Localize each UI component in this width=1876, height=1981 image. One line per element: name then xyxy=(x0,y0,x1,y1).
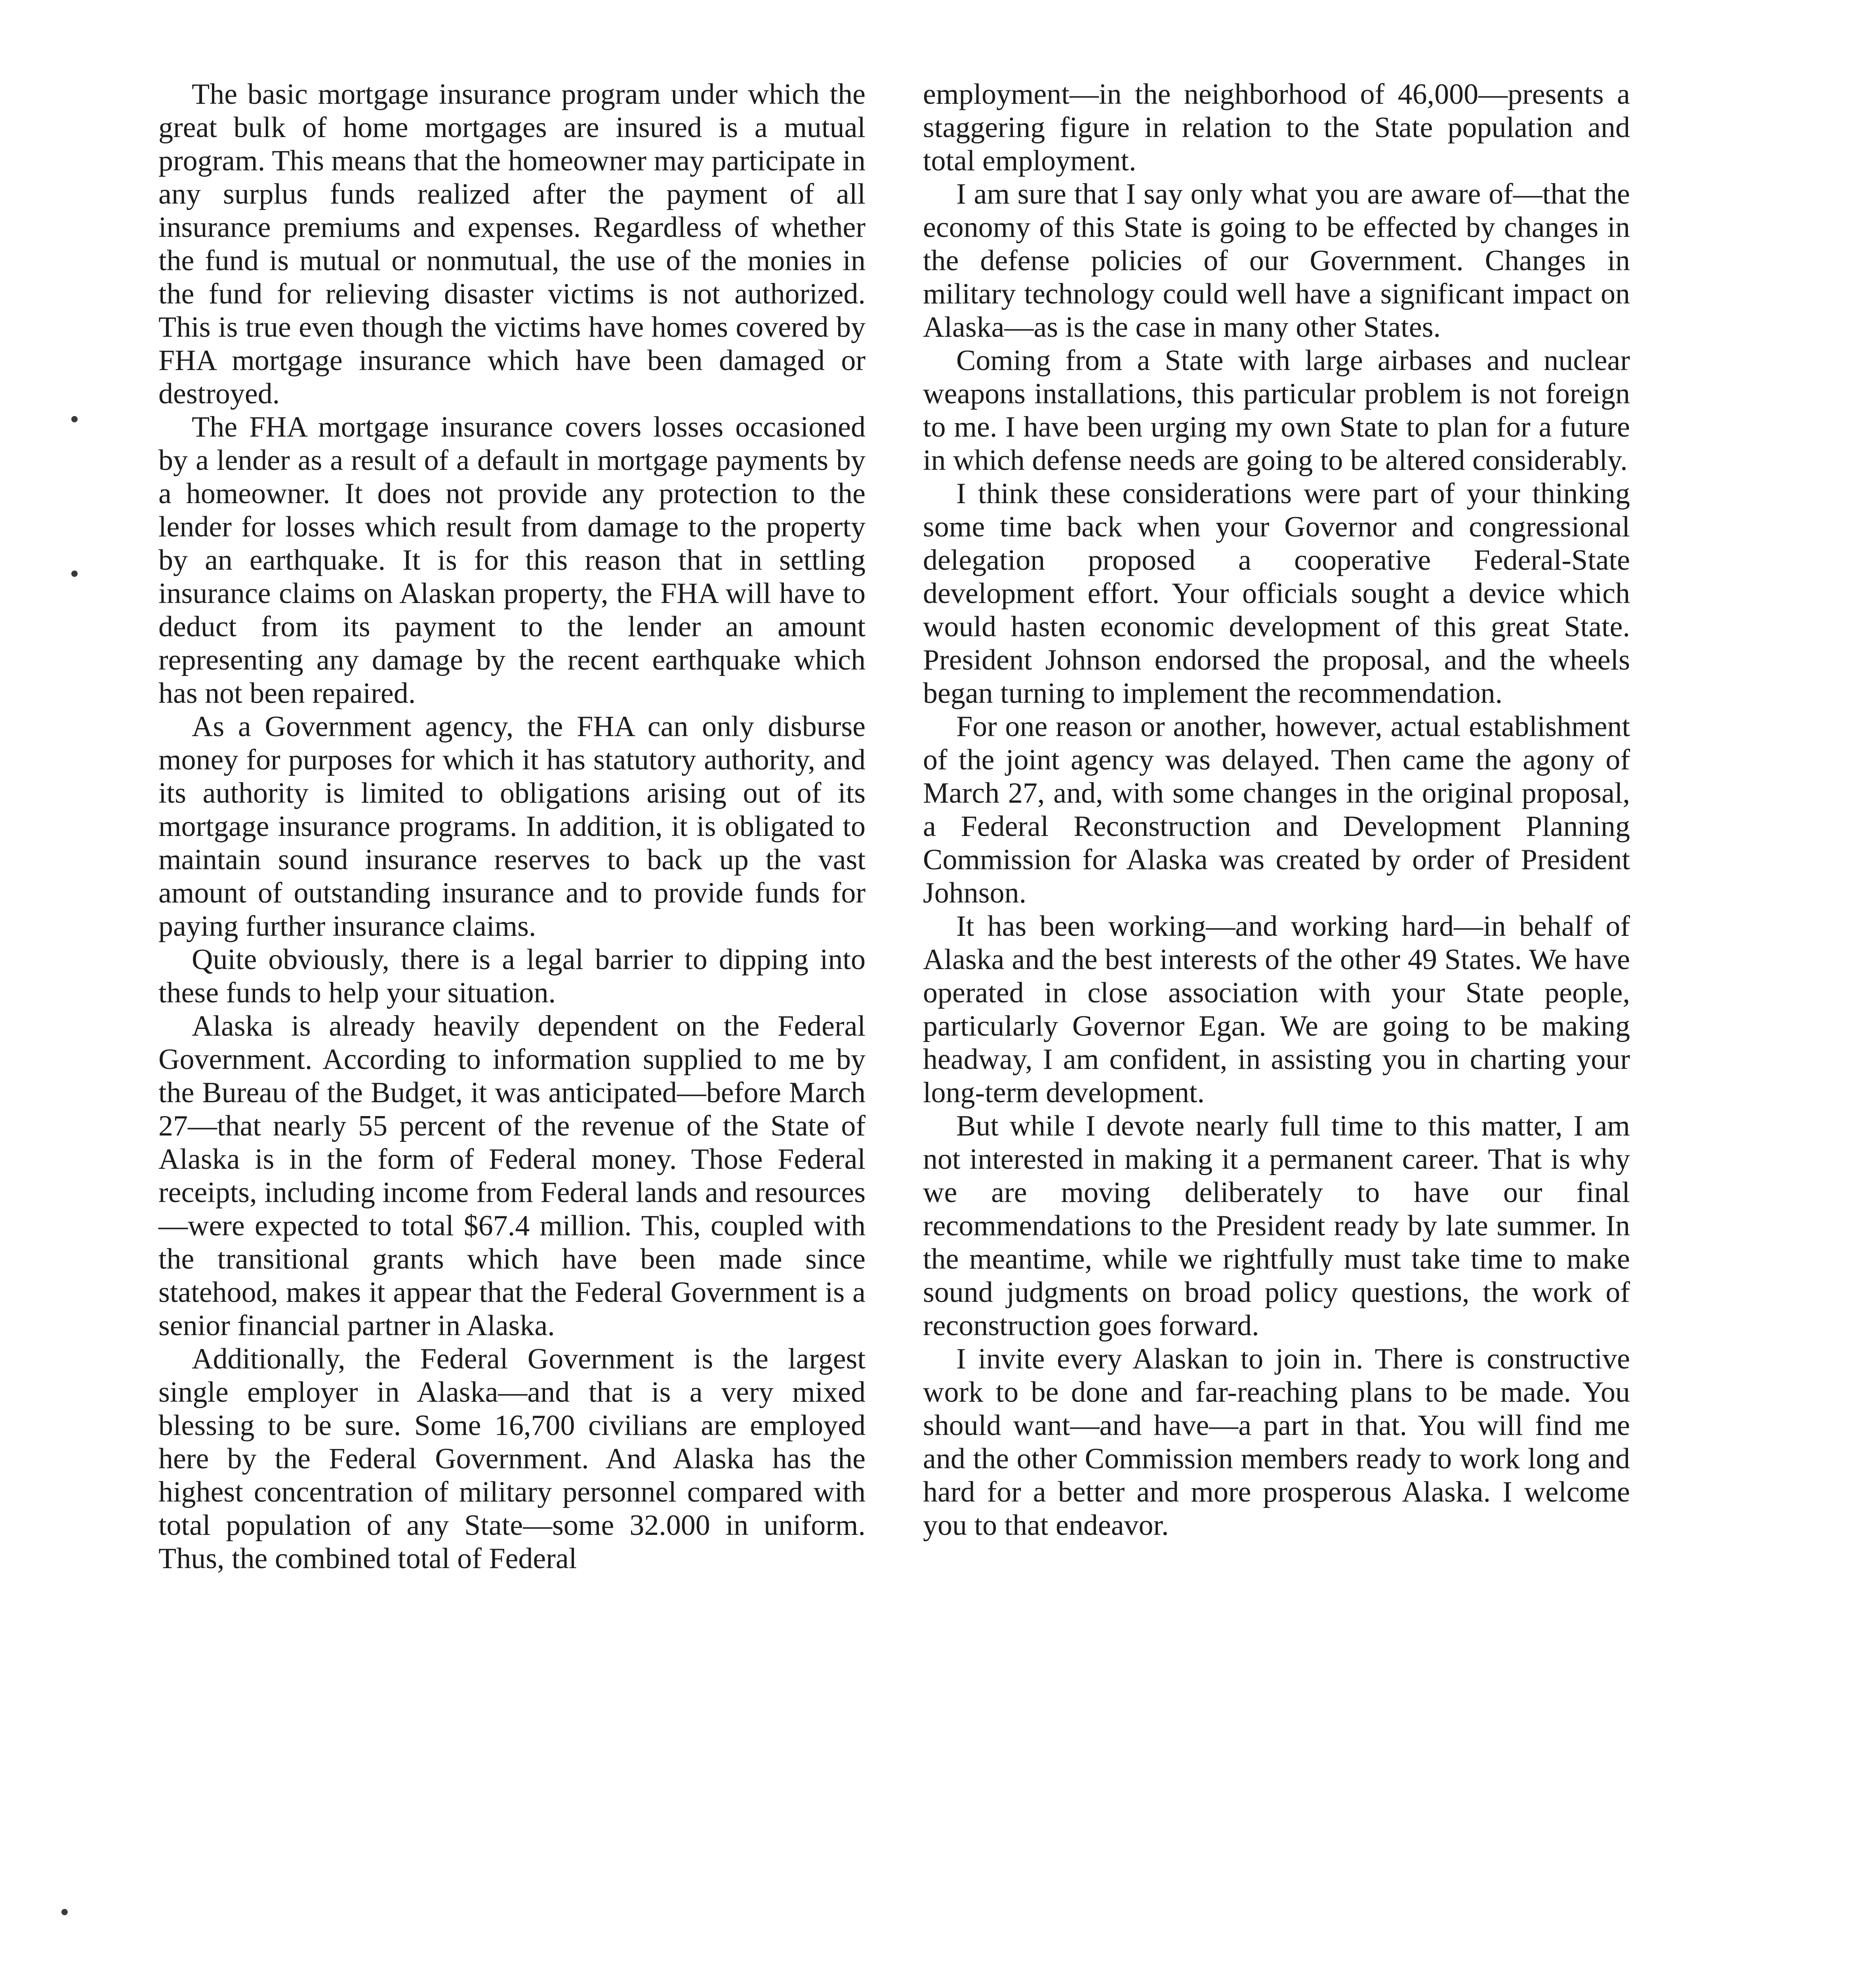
left-paragraph-2: The FHA mortgage insurance covers losses occasioned by a lender as a result of a default in mortgage payments by a homeowner. It does not provide any protection to the lender for losses which result from damage to the property by an earthquake. It is for this reason that in settling insurance claims on Alaskan property, the FHA will have to deduct from its payment to the lender an amount representing any damage by the recent earthquake which has not been repaired. xyxy=(158,411,866,710)
right-paragraph-4: For one reason or another, however, actual establishment of the joint agency was delayed. Then came the agony of March 27, and, with some changes in the original proposal, a Federal Reconstruction and Development Planning Commission for Alaska was created by order of President Johnson. xyxy=(923,710,1630,909)
margin-mark xyxy=(71,571,78,577)
left-paragraph-1: The basic mortgage insurance program under which the great bulk of home mortgages are insured is a mutual program. This means that the homeowner may participate in any surplus funds realized after the payment of all insurance premiums and expenses. Regardless of whether the fund is mutual or nonmutual, the use of the monies in the fund for relieving disaster victims is not authorized. This is true even though the victims have homes covered by FHA mortgage insurance which have been damaged or destroyed. xyxy=(158,78,866,410)
right-paragraph-2: Coming from a State with large airbases and nuclear weapons installations, this particular problem is not foreign to me. I have been urging my own State to plan for a future in which defense needs are going to be altered considerably. xyxy=(923,344,1630,477)
right-paragraph-3: I think these considerations were part of your thinking some time back when your Governor and congressional delegation proposed a cooperative Federal-State development effort. Your officials sought a device which would hasten economic development of this great State. President Johnson endorsed the proposal, and the wheels began turning to implement the recommendation. xyxy=(923,477,1630,710)
margin-mark xyxy=(71,416,78,422)
right-continuation: employment—in the neighborhood of 46,000—presents a staggering figure in relation to the State population and total employment. xyxy=(923,78,1630,177)
left-paragraph-3: As a Government agency, the FHA can only disburse money for purposes for which it has statutory authority, and its authority is limited to obligations arising out of its mortgage insurance programs. In addition, it is obligated to maintain sound insurance reserves to back up the vast amount of outstanding insurance and to provide funds for paying further insurance claims. xyxy=(158,710,866,943)
right-paragraph-7: I invite every Alaskan to join in. There is constructive work to be done and far-reaching plans to be made. You should want—and have—a part in that. You will find me and the other Commission members ready to work long and hard for a better and more prosperous Alaska. I welcome you to that endeavor. xyxy=(923,1343,1630,1542)
right-column xyxy=(923,78,1630,1542)
right-paragraph-1: I am sure that I say only what you are aware of—that the economy of this State is going to be effected by changes in the defense policies of our Government. Changes in military technology could well have a significant impact on Alaska—as is the case in many other States. xyxy=(923,178,1630,344)
right-paragraph-5: It has been working—and working hard—in behalf of Alaska and the best interests of the other 49 States. We have operated in close association with your State people, particularly Governor Egan. We are going to be making headway, I am confident, in assisting you in charting your long-term development. xyxy=(923,910,1630,1109)
left-column xyxy=(158,78,866,1575)
margin-mark xyxy=(61,1909,68,1915)
right-paragraph-6: But while I devote nearly full time to this matter, I am not interested in making it a permanent career. That is why we are moving deliberately to have our final recommendations to the President ready by late summer. In the meantime, while we rightfully must take time to make sound judgments on broad policy questions, the work of reconstruction goes forward. xyxy=(923,1110,1630,1342)
left-paragraph-4: Quite obviously, there is a legal barrier to dipping into these funds to help your situation. xyxy=(158,943,866,1009)
left-paragraph-6: Additionally, the Federal Government is the largest single employer in Alaska—and that is a very mixed blessing to be sure. Some 16,700 civilians are employed here by the Federal Government. And Alaska has the highest concentration of military personnel compared with total population of any State—some 32.000 in uniform. Thus, the combined total of Federal xyxy=(158,1343,866,1575)
left-paragraph-5: Alaska is already heavily dependent on the Federal Government. According to information supplied to me by the Bureau of the Budget, it was anticipated—before March 27—that nearly 55 percent of the revenue of the State of Alaska is in the form of Federal money. Those Federal receipts, including income from Federal lands and resources—were expected to total $67.4 million. This, coupled with the transitional grants which have been made since statehood, makes it appear that the Federal Government is a senior financial partner in Alaska. xyxy=(158,1010,866,1342)
